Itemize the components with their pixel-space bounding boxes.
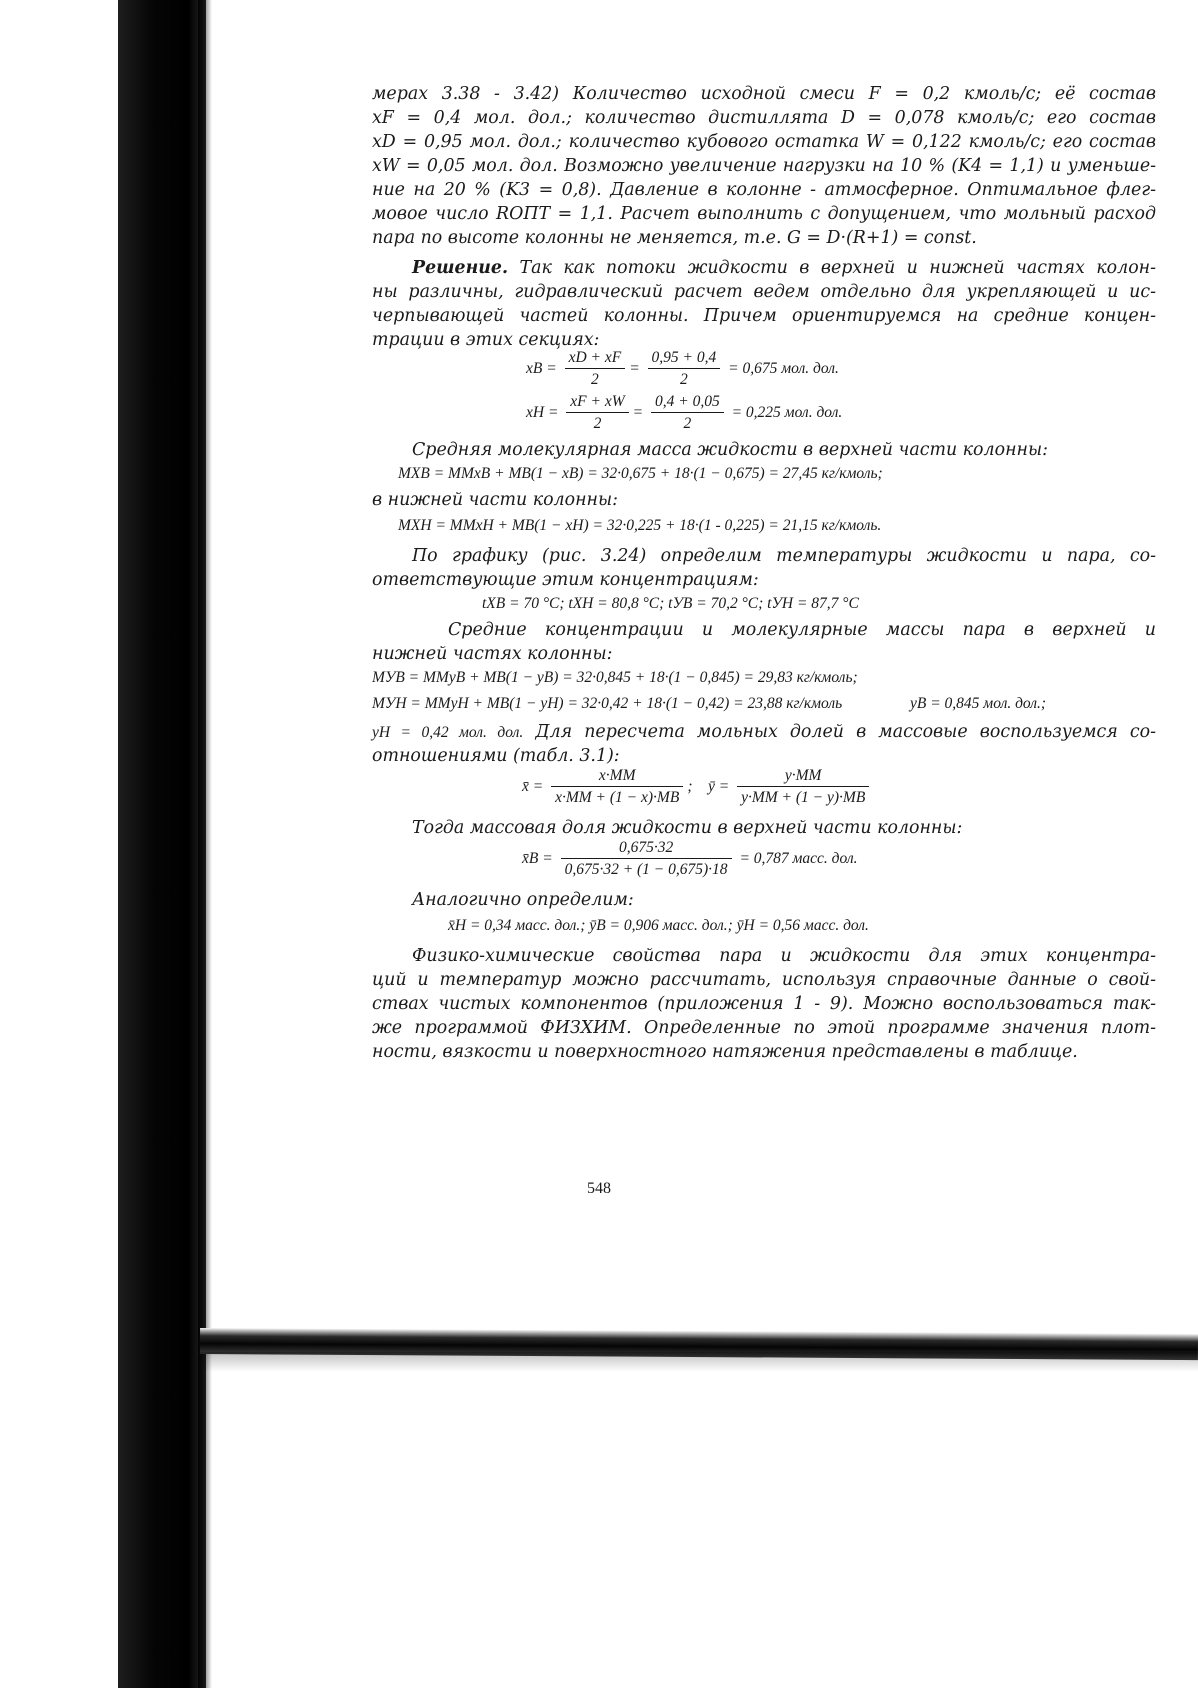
equation-mxb: MXВ = MМxВ + MВ(1 − xВ) = 32·0,675 + 18·(1 − 0,675) = 27,45 кг/кмоль; <box>398 465 883 482</box>
text-line-mixed <box>372 720 1156 745</box>
eq-lhs: x̄ = <box>522 778 544 796</box>
text-line: же программой ФИЗХИМ. Определенные по этой программе значения плот- <box>372 1018 1156 1038</box>
solution-label: Решение. <box>412 258 509 278</box>
text-line: Тогда массовая доля жидкости в верхней части колонны: <box>412 818 963 838</box>
text-line: черпывающей частей колонны. Причем ориентируемся на средние концен- <box>372 306 1156 326</box>
text-line: мерах 3.38 - 3.42) Количество исходной смеси F = 0,2 кмоль/с; её состав <box>372 84 1156 104</box>
text-line: По графику (рис. 3.24) определим температуры жидкости и пара, со- <box>412 546 1156 566</box>
eq-lhs: xВ = <box>526 360 557 378</box>
scan-left-shadow-edge <box>198 0 212 1688</box>
text-line: ны различны, гидравлический расчет ведем отдельно для укрепляющей и ис- <box>372 282 1156 302</box>
text-line: Средняя молекулярная масса жидкости в верхней части колонны: <box>412 440 1048 460</box>
scan-left-shadow <box>118 0 206 1688</box>
text-line: отношениями (табл. 3.1): <box>372 746 620 766</box>
solution-paragraph-first-line <box>412 256 1156 280</box>
equation-yb: yВ = 0,845 мол. дол.; <box>910 695 1047 712</box>
text-line: Аналогично определим: <box>412 890 634 910</box>
text-line: xW = 0,05 мол. дол. Возможно увеличение нагрузки на 10 % (K4 = 1,1) и уменьше- <box>372 156 1156 176</box>
page-number: 548 <box>587 1180 611 1197</box>
eq-rhs: = 0,675 мол. дол. <box>728 360 839 378</box>
fraction: $\frac{xF + xW}{2}$ <box>566 392 628 435</box>
text-line: ние на 20 % (K3 = 0,8). Давление в колонне - атмосферное. Оптимальное флег- <box>372 180 1156 200</box>
eq-rhs: = 0,225 мол. дол. <box>731 404 843 422</box>
eq-lhs: x̄В = <box>522 850 553 868</box>
text-line: в нижней части колонны: <box>372 490 619 510</box>
text-line: xD = 0,95 мол. дол.; количество кубового остатка W = 0,122 кмоль/с; его состав <box>372 132 1156 152</box>
text-line: ций и температур можно рассчитать, используя справочные данные о свой- <box>372 970 1156 990</box>
equation-xbar-b <box>522 838 858 881</box>
text-line: Средние концентрации и молекулярные массы пара в верхней и <box>448 620 1156 640</box>
equation-temperatures: tXВ = 70 °C; tXН = 80,8 °C; tУВ = 70,2 °C; tУН = 87,7 °C <box>482 595 859 612</box>
fraction: $\frac{0,95 + 0,4}{2}$ <box>648 348 721 391</box>
fraction: $\frac{y\cdot MМ}{y\cdot MМ + (1 - y)\cdot MВ}$ <box>737 766 869 809</box>
equation-myb: MУВ = MМyВ + MВ(1 − yВ) = 32·0,845 + 18·(1 − 0,845) = 29,83 кг/кмоль; <box>372 669 858 686</box>
scan-bottom-shade <box>200 1352 1198 1372</box>
equation-mass-fraction-formulas: x̄ = $\frac{x\cdot MМ}{x\cdot MМ + (1 - x)\cdot MВ}$ ; ȳ = $\frac{y\cdot MМ}{y\cdot MМ + (1 - y)\cdot MВ}$ <box>522 766 873 809</box>
equation-yh: yН = 0,42 мол. дол. <box>372 724 524 741</box>
text-line: xF = 0,4 мол. дол.; количество дистиллята D = 0,078 кмоль/с; его состав <box>372 108 1156 128</box>
eq-rhs: = 0,787 масс. дол. <box>739 850 858 868</box>
fraction: $\frac{x\cdot MМ}{x\cdot MМ + (1 - x)\cdot MВ}$ <box>551 766 683 809</box>
equation-mxh: MXН = MМxН + MВ(1 − xН) = 32·0,225 + 18·(1 - 0,225) = 21,15 кг/кмоль. <box>398 517 882 534</box>
text-span: Так как потоки жидкости в верхней и нижней частях колон- <box>519 258 1156 278</box>
text-line: пара по высоте колонны не меняется, т.е. G = D·(R+1) = const. <box>372 228 977 248</box>
eq-lhs: ȳ = <box>707 778 730 796</box>
text-line: нижней частях колонны: <box>372 644 613 664</box>
equation-xb: xВ = $\frac{xD + xF}{2}$ = $\frac{0,95 + 0,4}{2}$ = 0,675 мол. дол. <box>526 348 839 391</box>
equation-xh: xН = $\frac{xF + xW}{2}$ = $\frac{0,4 + 0,05}{2}$ = 0,225 мол. дол. <box>526 392 842 435</box>
equation-myh: MУН = MМyН + MВ(1 − yН) = 32·0,42 + 18·(1 − 0,42) = 23,88 кг/кмоль <box>372 695 843 712</box>
text-line: трации в этих секциях: <box>372 330 600 350</box>
text-line: мовое число RОПТ = 1,1. Расчет выполнить с допущением, что мольный расход <box>372 204 1156 224</box>
fraction: $\frac{0,675\cdot 32}{0,675\cdot 32 + (1 - 0,675)\cdot 18}$ <box>561 838 732 881</box>
equation-analog: x̄Н = 0,34 масс. дол.; ȳВ = 0,906 масс. дол.; ȳН = 0,56 масс. дол. <box>448 917 869 934</box>
text-line: ответствующие этим концентрациям: <box>372 570 759 590</box>
text-line: ности, вязкости и поверхностного натяжения представлены в таблице. <box>372 1042 1078 1062</box>
text-line: Физико-химические свойства пара и жидкости для этих концентра- <box>412 946 1156 966</box>
text-line: ствах чистых компонентов (приложения 1 - 9). Можно воспользоваться так- <box>372 994 1156 1014</box>
text-span: Для пересчета мольных долей в массовые воспользуемся со- <box>535 722 1157 742</box>
fraction: $\frac{0,4 + 0,05}{2}$ <box>651 392 724 435</box>
fraction: $\frac{xD + xF}{2}$ <box>565 348 626 391</box>
eq-lhs: xН = <box>526 404 559 422</box>
